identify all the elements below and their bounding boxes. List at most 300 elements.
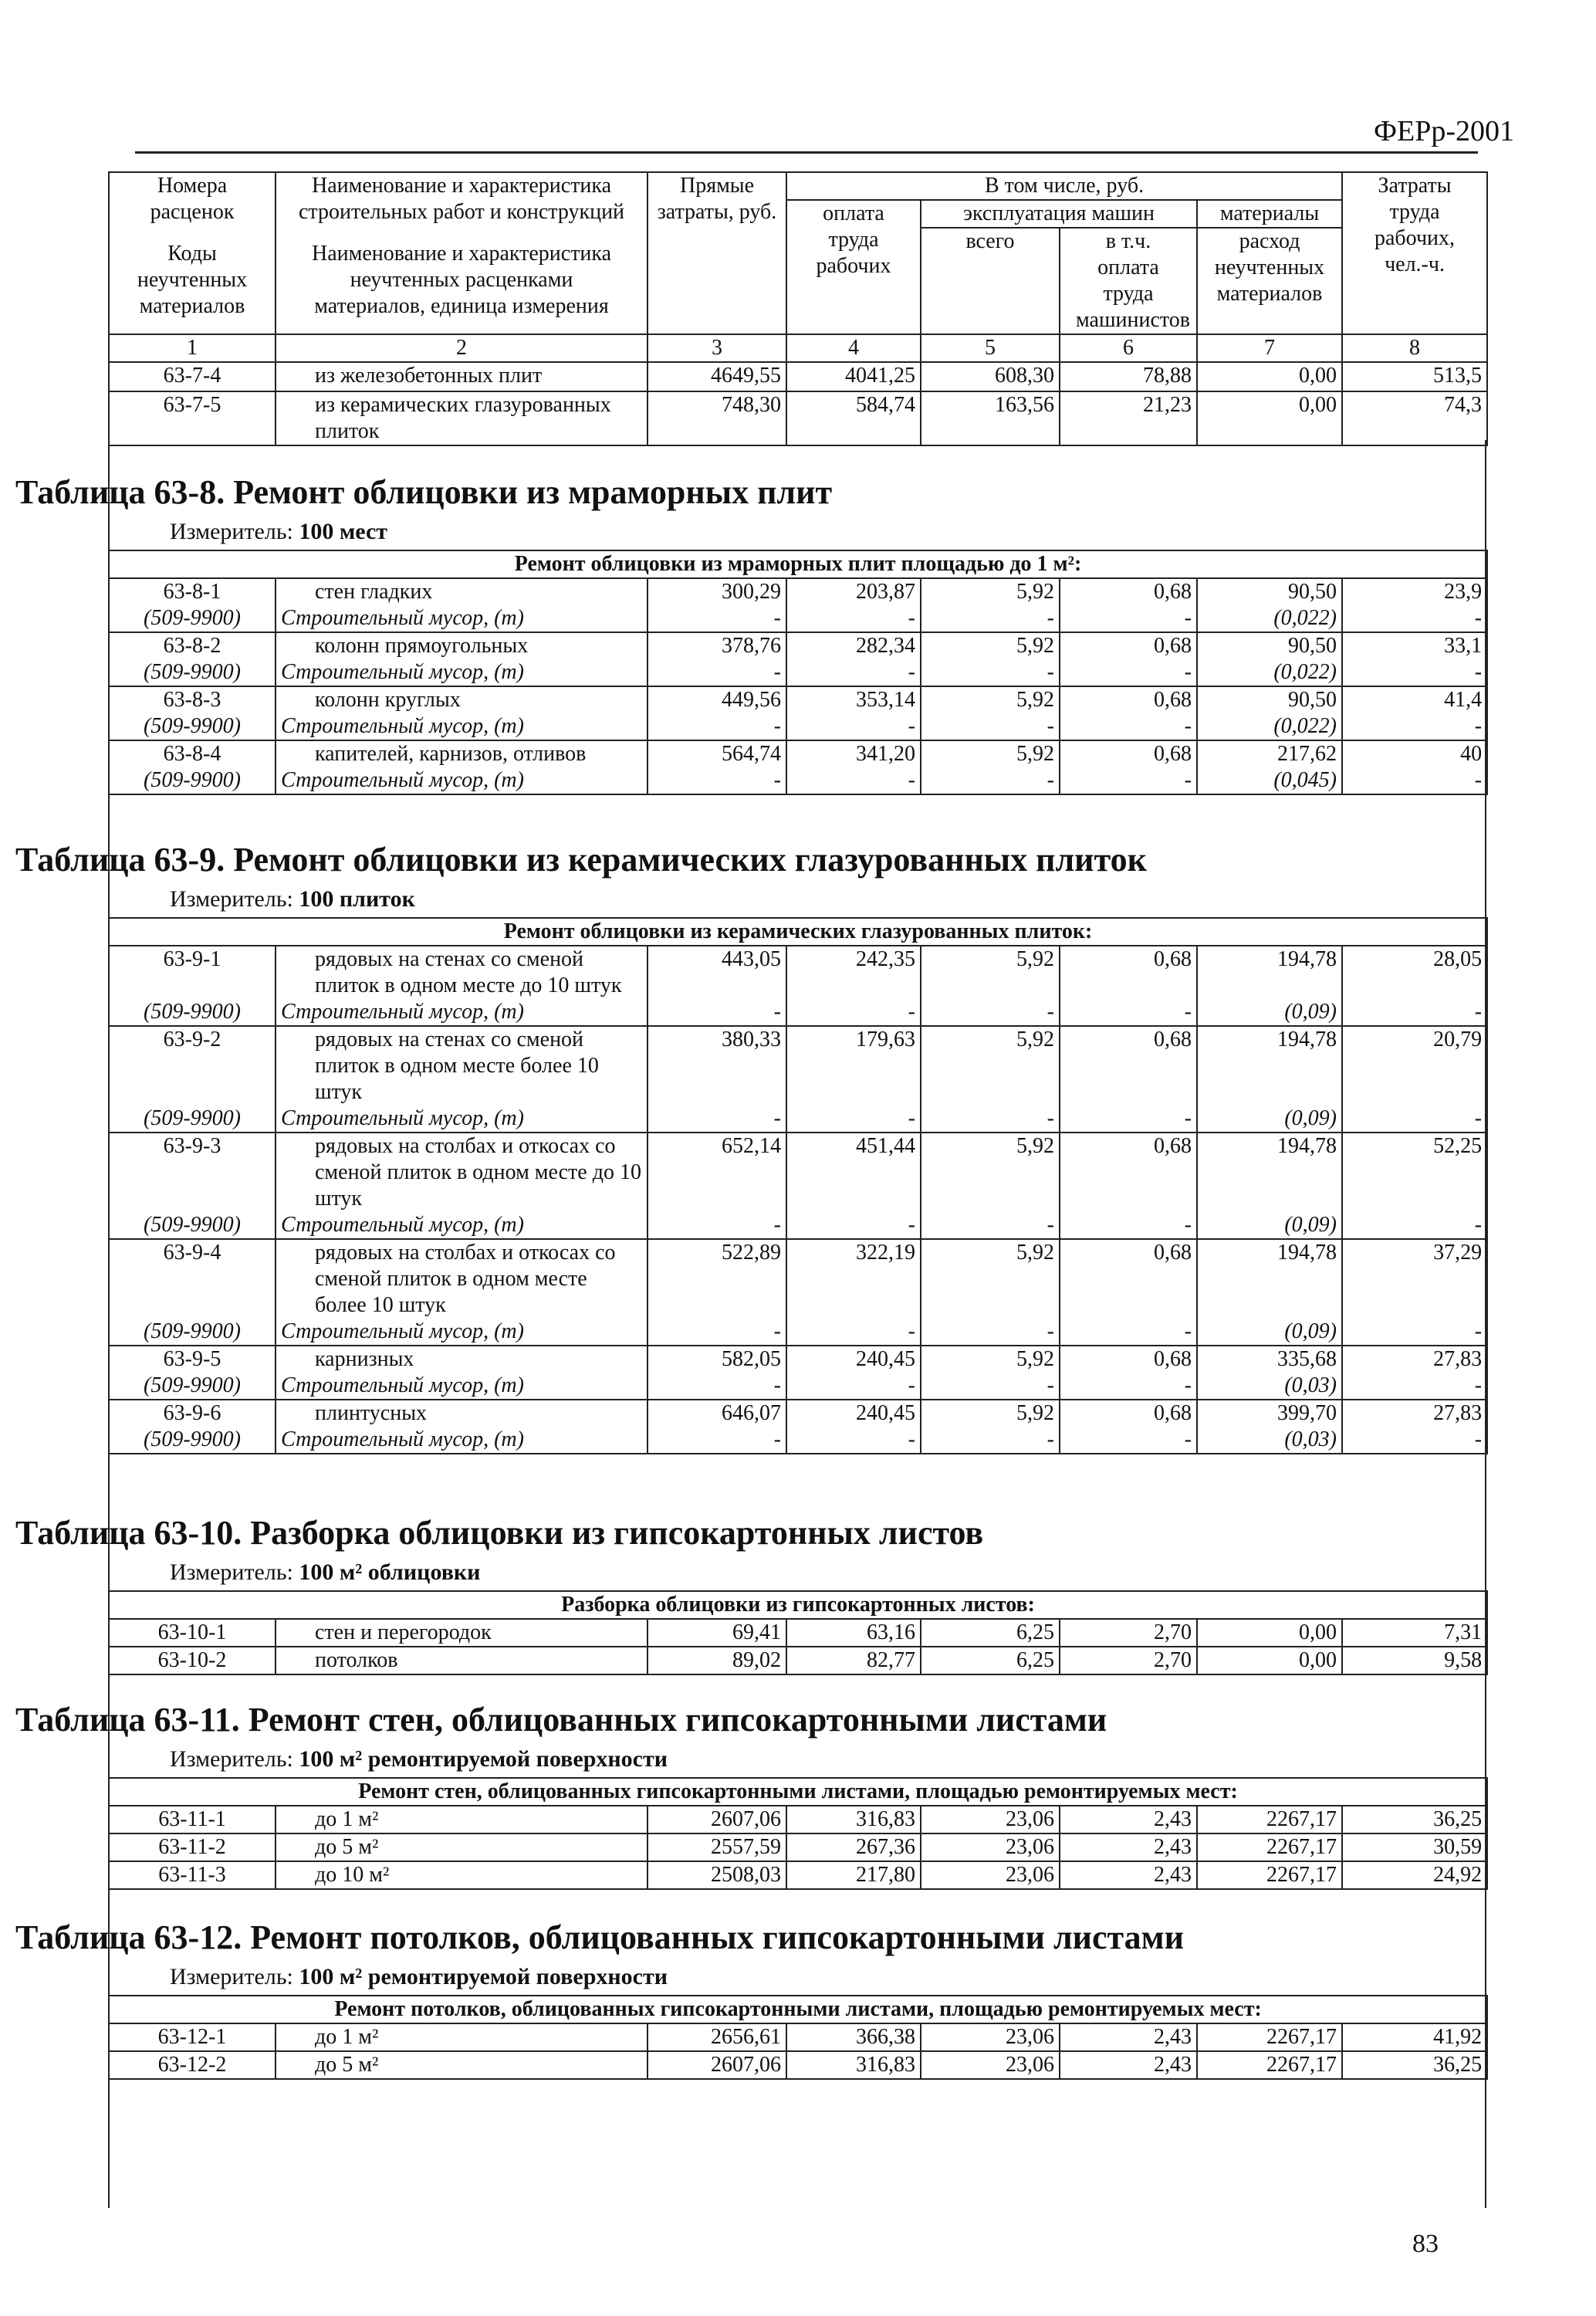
material-name: Строительный мусор, (т): [276, 1319, 648, 1346]
worker-pay: 282,34: [786, 632, 921, 659]
empty-value-dash: -: [648, 1212, 786, 1239]
material-consumption: (0,09): [1197, 1106, 1342, 1133]
material-code: (509-9900): [109, 1106, 276, 1133]
empty-value-dash: -: [1060, 1373, 1197, 1400]
table-63-12-grid: [108, 1995, 1488, 2080]
material-consumption: (0,09): [1197, 1212, 1342, 1239]
table-63-8-title: Таблица 63-8. Ремонт облицовки из мраморных плит: [15, 473, 833, 511]
empty-value-dash: -: [1342, 1212, 1487, 1239]
materials-cost: 399,70: [1197, 1400, 1342, 1427]
material-name: Строительный мусор, (т): [276, 1106, 648, 1133]
operator-pay: 2,43: [1060, 2023, 1197, 2051]
machines-total: 5,92: [921, 1133, 1060, 1212]
work-name: рядовых на стенах со сменой плиток в одном месте до 10 штук: [276, 946, 648, 999]
material-row: [109, 767, 1487, 794]
header-worker-pay: оплата труда рабочих: [786, 200, 921, 334]
machines-total: 5,92: [921, 946, 1060, 999]
labor-hours: 513,5: [1342, 362, 1487, 391]
machines-total: 163,56: [921, 391, 1060, 445]
empty-value-dash: -: [648, 1319, 786, 1346]
table-63-9-grid: [108, 917, 1488, 1454]
machines-total: 23,06: [921, 1861, 1060, 1889]
operator-pay: 0,68: [1060, 1346, 1197, 1373]
material-code: (509-9900): [109, 605, 276, 632]
material-consumption: (0,09): [1197, 1319, 1342, 1346]
meter-value: 100 мест: [299, 519, 388, 544]
empty-value-dash: -: [1060, 1212, 1197, 1239]
col-number-6: 6: [1060, 334, 1197, 362]
group-heading: Разборка облицовки из гипсокартонных листов:: [109, 1591, 1487, 1619]
direct-costs: 89,02: [648, 1647, 786, 1674]
table-row: [109, 1400, 1487, 1427]
labor-hours: 41,4: [1342, 686, 1487, 713]
table-63-12-title: Таблица 63-12. Ремонт потолков, облицованных гипсокартонными листами: [15, 1918, 1184, 1956]
worker-pay: 240,45: [786, 1346, 921, 1373]
empty-value-dash: -: [786, 605, 921, 632]
meter-value: 100 м² облицовки: [299, 1559, 481, 1585]
empty-value-dash: -: [648, 767, 786, 794]
materials-cost: 90,50: [1197, 632, 1342, 659]
header-machines-total: всего: [921, 228, 1060, 334]
material-row: [109, 1319, 1487, 1346]
material-consumption: (0,09): [1197, 999, 1342, 1026]
empty-value-dash: -: [1060, 1319, 1197, 1346]
work-name: плинтусных: [276, 1400, 648, 1427]
labor-hours: 40: [1342, 740, 1487, 767]
material-row: [109, 713, 1487, 740]
operator-pay: 0,68: [1060, 1133, 1197, 1212]
rate-code: 63-7-5: [109, 391, 276, 445]
material-name: Строительный мусор, (т): [276, 605, 648, 632]
table-row: [109, 362, 1487, 391]
labor-hours: 28,05: [1342, 946, 1487, 999]
direct-costs: 522,89: [648, 1239, 786, 1319]
empty-value-dash: -: [1342, 767, 1487, 794]
empty-value-dash: -: [921, 1427, 1060, 1454]
material-row: [109, 999, 1487, 1026]
table-row: [109, 946, 1487, 999]
material-code: (509-9900): [109, 767, 276, 794]
empty-value-dash: -: [1342, 713, 1487, 740]
operator-pay: 2,43: [1060, 1861, 1197, 1889]
rate-code: 63-11-2: [109, 1834, 276, 1861]
direct-costs: 300,29: [648, 578, 786, 605]
col-number-8: 8: [1342, 334, 1487, 362]
rate-code: 63-9-2: [109, 1026, 276, 1106]
header-materials: материалы: [1197, 200, 1342, 228]
machines-total: 23,06: [921, 2051, 1060, 2079]
material-code: (509-9900): [109, 1373, 276, 1400]
work-name: рядовых на столбах и откосах со сменой плиток в одном месте до 10 штук: [276, 1133, 648, 1212]
labor-hours: 27,83: [1342, 1346, 1487, 1373]
worker-pay: 584,74: [786, 391, 921, 445]
table-row: [109, 1834, 1487, 1861]
col-number-2: 2: [276, 334, 648, 362]
empty-value-dash: -: [648, 999, 786, 1026]
empty-value-dash: -: [1060, 767, 1197, 794]
empty-value-dash: -: [648, 659, 786, 686]
meter-label: Измеритель:: [170, 886, 293, 912]
col-number-3: 3: [648, 334, 786, 362]
header-material-name: Наименование и характеристика неучтенных расценками материалов, единица измерения: [311, 242, 612, 318]
material-code: (509-9900): [109, 713, 276, 740]
direct-costs: 449,56: [648, 686, 786, 713]
machines-total: 5,92: [921, 578, 1060, 605]
materials-cost: 0,00: [1197, 1647, 1342, 1674]
table-63-9-meter: [170, 886, 415, 913]
worker-pay: 242,35: [786, 946, 921, 999]
work-name: стен и перегородок: [276, 1619, 648, 1647]
materials-cost: 194,78: [1197, 946, 1342, 999]
page-number: 83: [1412, 2230, 1439, 2258]
direct-costs: 378,76: [648, 632, 786, 659]
header-including: В том числе, руб.: [786, 172, 1342, 200]
empty-value-dash: -: [921, 713, 1060, 740]
materials-cost: 2267,17: [1197, 2051, 1342, 2079]
worker-pay: 353,14: [786, 686, 921, 713]
work-name: колонн круглых: [276, 686, 648, 713]
table-row: [109, 1861, 1487, 1889]
worker-pay: 451,44: [786, 1133, 921, 1212]
labor-hours: 36,25: [1342, 1806, 1487, 1834]
work-name: до 1 м²: [276, 2023, 648, 2051]
empty-value-dash: -: [786, 1373, 921, 1400]
table-row: [109, 1619, 1487, 1647]
work-name: капителей, карнизов, отливов: [276, 740, 648, 767]
rate-code: 63-7-4: [109, 362, 276, 391]
rate-code: 63-11-3: [109, 1861, 276, 1889]
work-name: рядовых на стенах со сменой плиток в одном месте более 10 штук: [276, 1026, 648, 1106]
empty-value-dash: -: [1060, 1106, 1197, 1133]
direct-costs: 564,74: [648, 740, 786, 767]
material-name: Строительный мусор, (т): [276, 767, 648, 794]
material-consumption: (0,022): [1197, 713, 1342, 740]
table-63-11-meter: [170, 1746, 668, 1773]
empty-value-dash: -: [648, 1106, 786, 1133]
empty-value-dash: -: [921, 659, 1060, 686]
empty-value-dash: -: [786, 1212, 921, 1239]
operator-pay: 0,68: [1060, 740, 1197, 767]
col-number-7: 7: [1197, 334, 1342, 362]
worker-pay: 366,38: [786, 2023, 921, 2051]
empty-value-dash: -: [648, 1427, 786, 1454]
table-row: [109, 632, 1487, 659]
material-consumption: (0,045): [1197, 767, 1342, 794]
machines-total: 23,06: [921, 1834, 1060, 1861]
worker-pay: 4041,25: [786, 362, 921, 391]
rate-code: 63-12-2: [109, 2051, 276, 2079]
empty-value-dash: -: [1060, 1427, 1197, 1454]
material-code: (509-9900): [109, 999, 276, 1026]
empty-value-dash: -: [786, 767, 921, 794]
meter-value: 100 плиток: [299, 886, 415, 912]
rate-code: 63-9-3: [109, 1133, 276, 1212]
labor-hours: 36,25: [1342, 2051, 1487, 2079]
empty-value-dash: -: [1342, 1319, 1487, 1346]
meter-label: Измеритель:: [170, 1559, 293, 1585]
header-rate-numbers: Номера расценок: [150, 174, 235, 224]
material-consumption: (0,03): [1197, 1427, 1342, 1454]
empty-value-dash: -: [786, 1319, 921, 1346]
machines-total: 6,25: [921, 1647, 1060, 1674]
material-name: Строительный мусор, (т): [276, 713, 648, 740]
materials-cost: 217,62: [1197, 740, 1342, 767]
meter-label: Измеритель:: [170, 519, 293, 544]
col-number-4: 4: [786, 334, 921, 362]
work-name: из железобетонных плит: [276, 362, 648, 391]
operator-pay: 0,68: [1060, 578, 1197, 605]
materials-cost: 2267,17: [1197, 1806, 1342, 1834]
table-row: [109, 1239, 1487, 1319]
empty-value-dash: -: [921, 767, 1060, 794]
header-direct-costs: Прямые затраты, руб.: [648, 172, 786, 334]
direct-costs: 4649,55: [648, 362, 786, 391]
operator-pay: 2,70: [1060, 1647, 1197, 1674]
table-63-10-meter: [170, 1559, 480, 1586]
material-name: Строительный мусор, (т): [276, 999, 648, 1026]
work-name: колонн прямоугольных: [276, 632, 648, 659]
materials-cost: 194,78: [1197, 1133, 1342, 1212]
machines-total: 6,25: [921, 1619, 1060, 1647]
labor-hours: 30,59: [1342, 1834, 1487, 1861]
worker-pay: 267,36: [786, 1834, 921, 1861]
empty-value-dash: -: [786, 713, 921, 740]
empty-value-dash: -: [921, 1373, 1060, 1400]
worker-pay: 316,83: [786, 1806, 921, 1834]
machines-total: 5,92: [921, 632, 1060, 659]
header-table: [108, 171, 1488, 446]
direct-costs: 2557,59: [648, 1834, 786, 1861]
empty-value-dash: -: [1342, 1373, 1487, 1400]
materials-cost: 335,68: [1197, 1346, 1342, 1373]
work-name: до 10 м²: [276, 1861, 648, 1889]
operator-pay: 21,23: [1060, 391, 1197, 445]
table-63-8-grid: [108, 550, 1488, 795]
direct-costs: 380,33: [648, 1026, 786, 1106]
work-name: до 5 м²: [276, 2051, 648, 2079]
header-codes-cell: [109, 172, 276, 334]
empty-value-dash: -: [1060, 605, 1197, 632]
worker-pay: 82,77: [786, 1647, 921, 1674]
empty-value-dash: -: [786, 1106, 921, 1133]
labor-hours: 37,29: [1342, 1239, 1487, 1319]
material-name: Строительный мусор, (т): [276, 1212, 648, 1239]
labor-hours: 41,92: [1342, 2023, 1487, 2051]
empty-value-dash: -: [648, 605, 786, 632]
header-work-name: Наименование и характеристика строительных работ и конструкций: [298, 174, 625, 224]
materials-cost: 2267,17: [1197, 1861, 1342, 1889]
rate-code: 63-9-6: [109, 1400, 276, 1427]
direct-costs: 748,30: [648, 391, 786, 445]
labor-hours: 52,25: [1342, 1133, 1487, 1212]
material-code: (509-9900): [109, 1212, 276, 1239]
material-row: [109, 1427, 1487, 1454]
col-number-1: 1: [109, 334, 276, 362]
header-names-cell: [276, 172, 648, 334]
work-name: рядовых на столбах и откосах со сменой плиток в одном месте более 10 штук: [276, 1239, 648, 1319]
header-material-codes: Коды неучтенных материалов: [137, 242, 248, 318]
empty-value-dash: -: [786, 1427, 921, 1454]
table-row: [109, 1346, 1487, 1373]
meter-label: Измеритель:: [170, 1746, 293, 1772]
table-63-11-title: Таблица 63-11. Ремонт стен, облицованных гипсокартонными листами: [15, 1701, 1107, 1739]
materials-cost: 2267,17: [1197, 2023, 1342, 2051]
labor-hours: 20,79: [1342, 1026, 1487, 1106]
rate-code: 63-8-1: [109, 578, 276, 605]
rate-code: 63-9-1: [109, 946, 276, 999]
worker-pay: 322,19: [786, 1239, 921, 1319]
header-labor-hours: Затраты труда рабочих, чел.-ч.: [1342, 172, 1487, 334]
material-code: (509-9900): [109, 1427, 276, 1454]
material-consumption: (0,022): [1197, 605, 1342, 632]
operator-pay: 0,68: [1060, 1400, 1197, 1427]
table-row: [109, 578, 1487, 605]
materials-cost: 90,50: [1197, 686, 1342, 713]
direct-costs: 582,05: [648, 1346, 786, 1373]
materials-cost: 90,50: [1197, 578, 1342, 605]
operator-pay: 2,70: [1060, 1619, 1197, 1647]
operator-pay: 2,43: [1060, 2051, 1197, 2079]
empty-value-dash: -: [1060, 659, 1197, 686]
worker-pay: 63,16: [786, 1619, 921, 1647]
material-name: Строительный мусор, (т): [276, 1373, 648, 1400]
materials-cost: 0,00: [1197, 362, 1342, 391]
empty-value-dash: -: [1342, 1427, 1487, 1454]
machines-total: 5,92: [921, 1400, 1060, 1427]
worker-pay: 203,87: [786, 578, 921, 605]
materials-cost: 0,00: [1197, 1619, 1342, 1647]
machines-total: 5,92: [921, 1026, 1060, 1106]
rate-code: 63-9-5: [109, 1346, 276, 1373]
operator-pay: 78,88: [1060, 362, 1197, 391]
direct-costs: 2508,03: [648, 1861, 786, 1889]
table-row: [109, 740, 1487, 767]
empty-value-dash: -: [1060, 713, 1197, 740]
work-name: потолков: [276, 1647, 648, 1674]
materials-cost: 194,78: [1197, 1239, 1342, 1319]
machines-total: 5,92: [921, 686, 1060, 713]
group-heading: Ремонт стен, облицованных гипсокартонными листами, площадью ремонтируемых мест:: [109, 1778, 1487, 1806]
operator-pay: 0,68: [1060, 946, 1197, 999]
header-unaccounted-materials: расход неучтенных материалов: [1197, 228, 1342, 334]
work-name: карнизных: [276, 1346, 648, 1373]
table-63-10-grid: [108, 1590, 1488, 1675]
labor-hours: 27,83: [1342, 1400, 1487, 1427]
direct-costs: 2656,61: [648, 2023, 786, 2051]
material-code: (509-9900): [109, 659, 276, 686]
rate-code: 63-10-2: [109, 1647, 276, 1674]
header-operator-pay: в т.ч. оплата труда машинистов: [1060, 228, 1197, 334]
machines-total: 23,06: [921, 2023, 1060, 2051]
operator-pay: 0,68: [1060, 1026, 1197, 1106]
rate-code: 63-8-3: [109, 686, 276, 713]
worker-pay: 240,45: [786, 1400, 921, 1427]
direct-costs: 443,05: [648, 946, 786, 999]
empty-value-dash: -: [786, 999, 921, 1026]
work-name: стен гладких: [276, 578, 648, 605]
material-row: [109, 1106, 1487, 1133]
direct-costs: 2607,06: [648, 2051, 786, 2079]
empty-value-dash: -: [1342, 659, 1487, 686]
table-row: [109, 1026, 1487, 1106]
labor-hours: 23,9: [1342, 578, 1487, 605]
direct-costs: 2607,06: [648, 1806, 786, 1834]
meter-value: 100 м² ремонтируемой поверхности: [299, 1746, 668, 1772]
table-63-11-grid: [108, 1777, 1488, 1890]
table-63-12-meter: [170, 1964, 668, 1990]
group-heading: Ремонт потолков, облицованных гипсокартонными листами, площадью ремонтируемых мест:: [109, 1996, 1487, 2023]
table-63-9-title: Таблица 63-9. Ремонт облицовки из керамических глазурованных плиток: [15, 841, 1147, 879]
direct-costs: 646,07: [648, 1400, 786, 1427]
labor-hours: 33,1: [1342, 632, 1487, 659]
material-name: Строительный мусор, (т): [276, 1427, 648, 1454]
header-rule: [135, 151, 1478, 154]
table-63-8-meter: [170, 519, 387, 545]
table-row: [109, 1133, 1487, 1212]
rate-code: 63-12-1: [109, 2023, 276, 2051]
worker-pay: 217,80: [786, 1861, 921, 1889]
table-row: [109, 686, 1487, 713]
group-heading: Ремонт облицовки из керамических глазурованных плиток:: [109, 918, 1487, 946]
work-name: до 1 м²: [276, 1806, 648, 1834]
materials-cost: 2267,17: [1197, 1834, 1342, 1861]
rate-code: 63-9-4: [109, 1239, 276, 1319]
table-row: [109, 1647, 1487, 1674]
empty-value-dash: -: [1342, 1106, 1487, 1133]
empty-value-dash: -: [648, 713, 786, 740]
empty-value-dash: -: [921, 1212, 1060, 1239]
empty-value-dash: -: [1342, 999, 1487, 1026]
col-number-5: 5: [921, 334, 1060, 362]
operator-pay: 0,68: [1060, 1239, 1197, 1319]
empty-value-dash: -: [786, 659, 921, 686]
empty-value-dash: -: [921, 1319, 1060, 1346]
meter-label: Измеритель:: [170, 1964, 293, 1989]
worker-pay: 179,63: [786, 1026, 921, 1106]
materials-cost: 194,78: [1197, 1026, 1342, 1106]
empty-value-dash: -: [921, 605, 1060, 632]
document-code: ФЕРр-2001: [1374, 115, 1515, 147]
worker-pay: 316,83: [786, 2051, 921, 2079]
rate-code: 63-8-4: [109, 740, 276, 767]
material-row: [109, 1373, 1487, 1400]
operator-pay: 0,68: [1060, 686, 1197, 713]
empty-value-dash: -: [648, 1373, 786, 1400]
labor-hours: 24,92: [1342, 1861, 1487, 1889]
empty-value-dash: -: [921, 999, 1060, 1026]
material-row: [109, 1212, 1487, 1239]
rate-code: 63-10-1: [109, 1619, 276, 1647]
machines-total: 5,92: [921, 1239, 1060, 1319]
table-row: [109, 2023, 1487, 2051]
direct-costs: 69,41: [648, 1619, 786, 1647]
table-row: [109, 1806, 1487, 1834]
material-consumption: (0,03): [1197, 1373, 1342, 1400]
meter-value: 100 м² ремонтируемой поверхности: [299, 1964, 668, 1989]
machines-total: 5,92: [921, 740, 1060, 767]
labor-hours: 9,58: [1342, 1647, 1487, 1674]
rate-code: 63-11-1: [109, 1806, 276, 1834]
rate-code: 63-8-2: [109, 632, 276, 659]
work-name: до 5 м²: [276, 1834, 648, 1861]
machines-total: 23,06: [921, 1806, 1060, 1834]
empty-value-dash: -: [1342, 605, 1487, 632]
material-row: [109, 605, 1487, 632]
group-heading: Ремонт облицовки из мраморных плит площадью до 1 м²:: [109, 550, 1487, 578]
material-row: [109, 659, 1487, 686]
materials-cost: 0,00: [1197, 391, 1342, 445]
empty-value-dash: -: [921, 1106, 1060, 1133]
